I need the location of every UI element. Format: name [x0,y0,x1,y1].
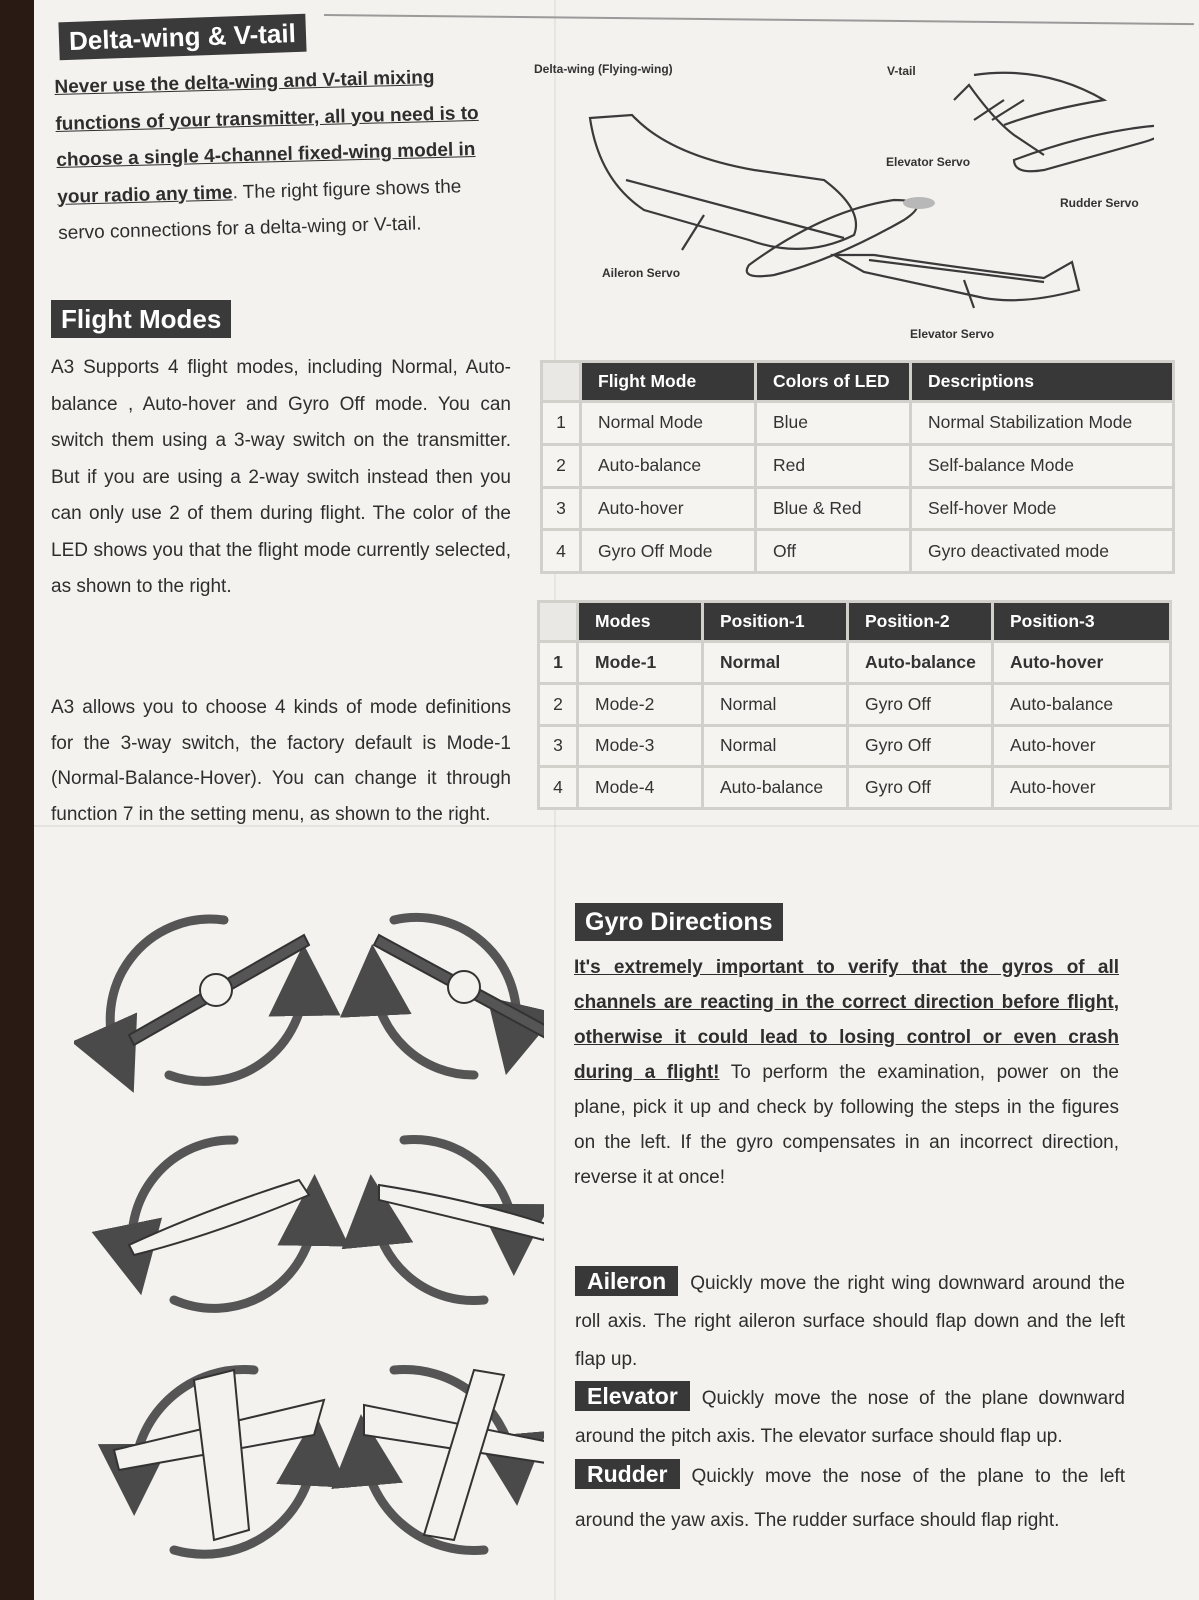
mode-cell: Mode-1 [578,642,703,684]
position-3-cell: Auto-hover [993,642,1171,684]
elevator-block [575,1380,1125,1456]
rudder-block [575,1455,1125,1543]
table-row [542,444,1174,487]
position-3-cell: Auto-hover [993,767,1171,809]
flight-modes-heading: Flight Modes [51,300,231,338]
row-number: 3 [542,487,581,530]
flight-mode-cell: Normal Mode [581,402,756,445]
gyro-warning: It's extremely important to verify that the gyros of all channels are reacting in the correct direction before flight, otherwise it could lead to losing control or even crash during a flight! [574,957,1119,1083]
label-vtail: V-tail [887,64,916,78]
label-delta-wing: Delta-wing (Flying-wing) [534,62,673,76]
mode-cell: Mode-4 [578,767,703,809]
flight-modes-paragraph-1: A3 Supports 4 flight modes, including Normal, Auto-balance , Auto-hover and Gyro Off mode. You can switch them using a 3-way switch on the transmitter. But if you are using a 2-way switch instead then you can only use 2 of them during flight. The color of the LED shows you that the flight mode currently selected, as shown to the right. [51,357,511,597]
col-header-position-3: Position-3 [993,602,1171,642]
position-2-cell: Gyro Off [848,725,993,767]
servo-connection-figure [574,60,1154,340]
gyro-instructions: To perform the examination, power on the plane, pick it up and check by following the steps in the figures on the left. If the gyro compensates in an incorrect direction, reverse it at once! [574,1062,1119,1188]
row-number: 4 [539,767,578,809]
position-1-cell: Normal [703,642,848,684]
led-colors-table [540,360,1175,574]
delta-text-line-5: servo connections for a delta-wing or V-tail. [58,213,422,244]
description-cell: Normal Stabilization Mode [911,402,1174,445]
rudder-heading: Rudder [575,1459,680,1489]
position-2-cell: Gyro Off [848,683,993,725]
col-header-descriptions: Descriptions [911,362,1174,402]
mode-definitions-table [537,600,1172,810]
delta-warning-line-3: choose a single 4-channel fixed-wing model in [56,139,476,171]
col-header-modes: Modes [578,602,703,642]
position-1-cell: Normal [703,683,848,725]
pitch-right-arrow-bottom [374,1210,484,1301]
mode-cell: Mode-2 [578,683,703,725]
flight-modes-paragraph-2: A3 allows you to choose 4 kinds of mode definitions for the 3-way switch, the factory default is Mode-1 (Normal-Balance-Hover). You can change it through function 7 in the setting menu, as shown to the right. [51,697,511,825]
aileron-text: Quickly move the right wing downward around the roll axis. The right aileron surface should flap down and the left flap up. [575,1273,1125,1370]
delta-warning-line-2: functions of your transmitter, all you need is to [55,102,479,135]
position-1-cell: Auto-balance [703,767,848,809]
row-number: 2 [539,683,578,725]
label-aileron-servo: Aileron Servo [602,266,681,280]
label-elevator-servo-bottom: Elevator Servo [910,327,995,341]
flight-mode-cell: Gyro Off Mode [581,530,756,573]
position-1-cell: Normal [703,725,848,767]
position-3-cell: Auto-balance [993,683,1171,725]
row-number: 1 [542,402,581,445]
roll-plane-left-prop [200,974,232,1006]
table-corner [542,362,581,402]
label-rudder-servo: Rudder Servo [1060,196,1139,210]
description-cell: Self-balance Mode [911,444,1174,487]
table-row [542,402,1174,445]
row-number: 1 [539,642,578,684]
led-color-cell: Blue & Red [756,487,911,530]
elevator-text: Quickly move the nose of the plane downward around the pitch axis. The elevator surface should flap up. [575,1388,1125,1447]
delta-vtail-heading: Delta-wing & V-tail [58,14,306,61]
pitch-plane-right [379,1185,544,1240]
flight-mode-cell: Auto-hover [581,487,756,530]
col-header-position-2: Position-2 [848,602,993,642]
delta-warning-line-1: Never use the delta-wing and V-tail mixing [54,67,435,98]
position-2-cell: Auto-balance [848,642,993,684]
canopy [903,197,935,209]
col-header-flight-mode: Flight Mode [581,362,756,402]
aileron-block [575,1265,1125,1379]
gyro-direction-figures [74,890,544,1590]
table-row [539,642,1171,684]
label-elevator-servo-top: Elevator Servo [886,155,971,169]
aileron-heading: Aileron [575,1266,678,1296]
roll-left-arrow-bottom [169,980,304,1081]
flight-mode-cell: Auto-balance [581,444,756,487]
led-color-cell: Red [756,444,911,487]
description-cell: Self-hover Mode [911,487,1174,530]
table-row [539,767,1171,809]
table-row [542,530,1174,573]
aileron-servo-pointer [682,215,704,250]
col-header-position-1: Position-1 [703,602,848,642]
left-aileron-line [626,180,844,238]
position-3-cell: Auto-hover [993,725,1171,767]
gyro-directions-heading: Gyro Directions [575,903,783,941]
col-header-led-colors: Colors of LED [756,362,911,402]
delta-fuselage [747,200,917,276]
row-number: 2 [542,444,581,487]
delta-wing-right [834,255,1079,300]
manual-page [34,0,1199,1600]
table-row [539,683,1171,725]
top-rule [324,14,1194,25]
elevator-heading: Elevator [575,1381,690,1411]
rudder-text: Quickly move the nose of the plane to the left around the yaw axis. The rudder surface should flap right. [575,1466,1125,1531]
delta-warning-line-4: your radio any time [57,181,233,208]
led-color-cell: Off [756,530,911,573]
led-color-cell: Blue [756,402,911,445]
description-cell: Gyro deactivated mode [911,530,1174,573]
position-2-cell: Gyro Off [848,767,993,809]
table-row [539,725,1171,767]
table-row [542,487,1174,530]
row-number: 3 [539,725,578,767]
delta-text-rest: . The right figure shows the [232,175,462,203]
pitch-plane-left [129,1180,309,1255]
vtail-fin-left [954,85,1044,155]
roll-plane-right-prop [448,971,480,1003]
row-number: 4 [542,530,581,573]
delta-vtail-paragraph [54,58,524,253]
table-corner [539,602,578,642]
mode-cell: Mode-3 [578,725,703,767]
gyro-directions-paragraph [574,950,1119,1195]
